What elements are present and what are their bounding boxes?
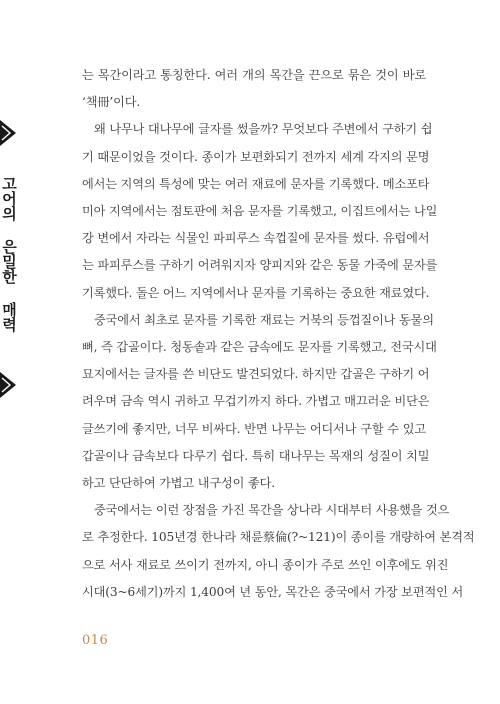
paragraph: [82, 307, 437, 497]
paragraph: [82, 62, 426, 116]
text-line: 기록했다. 돌은 어느 지역에서나 문자를 기록하는 중요한 재료였다.: [82, 285, 430, 300]
text-line: 기 때문이었을 것이다. 종이가 보편화되기 전까지 세계 각지의 문명: [82, 149, 430, 164]
text-line: 려우며 금속 역시 귀하고 무겁기까지 하다. 가볍고 매끄러운 비단은: [82, 394, 430, 409]
tab-marker-top-icon: [0, 120, 16, 146]
chapter-side-tab: [0, 120, 22, 410]
text-line: 시대(3~6세기)까지 1,400여 년 동안, 목간은 중국에서 가장 보편적인 서: [82, 584, 464, 599]
page-number: 016: [82, 633, 109, 648]
text-line: 중국에서는 이런 장점을 가진 목간을 상나라 시대부터 사용했을 것으: [94, 503, 450, 518]
paragraph: [82, 497, 475, 606]
text-line: 는 목간이라고 통칭한다. 여러 개의 목간을 끈으로 묶은 것이 바로: [82, 68, 426, 82]
chapter-title-vertical: 고어의 은밀한 매력: [0, 176, 18, 332]
text-line: 으로 서사 재료로 쓰이기 전까지, 아니 종이가 주로 쓰인 이후에도 위진: [82, 557, 449, 572]
text-line: 묘지에서는 글자를 쓴 비단도 발견되었다. 하지만 갑골은 구하기 어: [82, 367, 430, 382]
tab-marker-bottom-icon: [0, 372, 16, 398]
body-text: [82, 62, 475, 606]
text-line: 글쓰기에 좋지만, 너무 비싸다. 반면 나무는 어디서나 구할 수 있고: [82, 421, 426, 436]
text-line: 갑골이나 금속보다 다루기 쉽다. 특히 대나무는 목재의 성질이 치밀: [82, 448, 430, 463]
text-line: 로 추정한다. 105년경 한나라 채륜蔡倫(?~121)이 종이를 개량하여 본격적: [82, 530, 475, 545]
text-line: ‘책冊’이다.: [82, 95, 141, 110]
text-line: 는 파피루스를 구하기 어려워지자 양피지와 같은 동물 가죽에 문자를: [82, 258, 438, 273]
text-line: 강 변에서 자라는 식물인 파피루스 속껍질에 문자를 썼다. 유럽에서: [82, 231, 430, 246]
text-line: 중국에서 최초로 문자를 기록한 재료는 거북의 등껍질이나 동물의: [94, 312, 434, 327]
text-line: 에서는 지역의 특성에 맞는 여러 재료에 문자를 기록했다. 메소포타: [82, 176, 430, 191]
text-line: 미아 지역에서는 점토판에 처음 문자를 기록했고, 이집트에서는 나일: [82, 204, 438, 219]
text-line: 왜 나무나 대나무에 글자를 썼을까? 무엇보다 주변에서 구하기 쉽: [94, 122, 433, 137]
text-line: 뼈, 즉 갑골이다. 청동솥과 같은 금속에도 문자를 기록했고, 전국시대: [82, 340, 437, 355]
text-line: 하고 단단하여 가볍고 내구성이 좋다.: [82, 476, 275, 491]
paragraph: [82, 116, 438, 306]
